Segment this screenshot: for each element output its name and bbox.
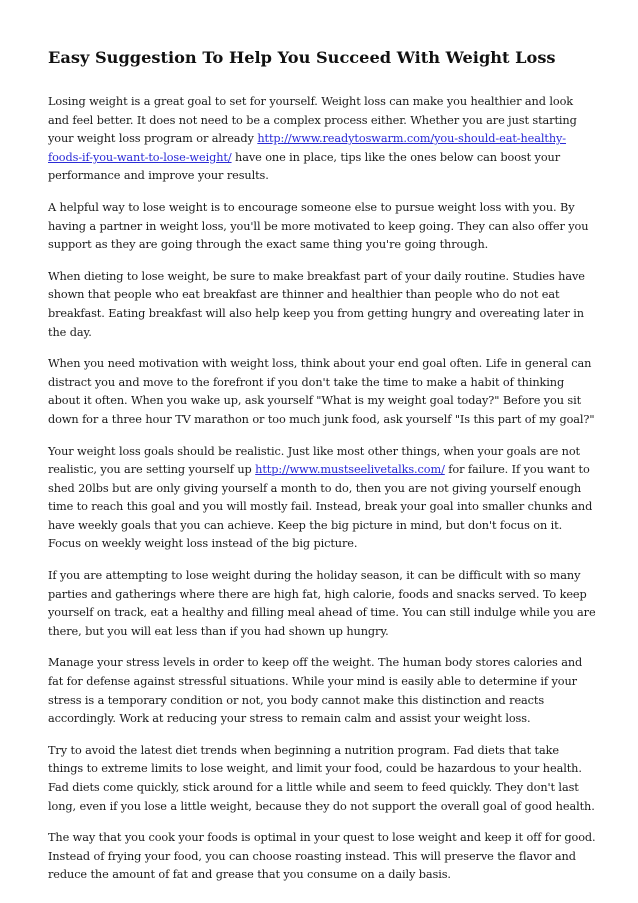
document-page (48, 48, 596, 898)
paragraph-stress: Manage your stress levels in order to keep off the weight. The human body stores calories and fat for defense against stressful situations. While your mind is easily able to determine if your stress is a temporary condition or not, you body cannot make this distinction and reacts accordingly. Work at reducing your stress to remain calm and assist your weight loss. (48, 656, 583, 726)
paragraph-text: Losing weight is a great goal to set for yourself. Weight loss can make you healthier and look and feel better. It does not need to be a complex process either. Whether you are just starting your weight loss program or already (48, 95, 577, 146)
paragraph-partner: A helpful way to lose weight is to encourage someone else to pursue weight loss with you. By having a partner in weight loss, you'll be more motivated to keep going. They can also offer you support as they are going through the exact same thing you're going through. (48, 200, 589, 252)
paragraph-holiday: If you are attempting to lose weight during the holiday season, it can be difficult with so many parties and gatherings where there are high fat, high calorie, foods and snacks served. To keep yourself on track, eat a healthy and filling meal ahead of time. You can still indulge while you are there, but you will eat less than if you had shown up hungry. (48, 569, 596, 638)
paragraph-breakfast: When dieting to lose weight, be sure to make breakfast part of your daily routine. Studies have shown that people who eat breakfast are thinner and healthier than people who do not eat breakfast. Eating breakfast will also help keep you from getting hungry and overeating later in the day. (48, 269, 585, 339)
paragraph-realistic-goals (48, 443, 596, 555)
readytoswarm-link[interactable]: http://www.readytoswarm.com/you-should-eat-healthy-foods-if-you-want-to-lose-weight/ (48, 132, 567, 164)
paragraph-text: for failure. If you want to shed 20lbs but are only giving yourself a month to do, then you are not giving yourself enough time to reach this goal and you will mostly fail. Instead, break your goal into smaller chunks and have weekly goals that you can achieve. Keep the big picture in mind, but don't focus on it. Focus on weekly weight loss instead of the big picture. (48, 463, 593, 551)
paragraph-intro (48, 93, 596, 186)
paragraph-motivation: When you need motivation with weight loss, think about your end goal often. Life in general can distract you and move to the forefront if you don't take the time to make a habit of thinking about it often. When you wake up, ask yourself "What is my weight goal today?" Before you sit down for a three hour TV marathon or too much junk food, ask yourself "Is this part of my goal?" (48, 357, 595, 426)
paragraph-text: have one in place, tips like the ones below can boost your performance and improve your results. (48, 150, 561, 183)
page-title: Easy Suggestion To Help You Succeed With Weight Loss (48, 48, 556, 67)
mustseelivetalks-link[interactable]: http://www.mustseelivetalks.com/ (255, 463, 445, 477)
paragraph-fad-diets: Try to avoid the latest diet trends when beginning a nutrition program. Fad diets that take things to extreme limits to lose weight, and limit your food, could be hazardous to your health. Fad diets come quickly, stick around for a little while and seem to feed quickly. They don't last long, even if you lose a little weight, because they do not support the overall goal of good health. (48, 743, 595, 813)
paragraph-cooking: The way that you cook your foods is optimal in your quest to lose weight and keep it off for good. Instead of frying your food, you can choose roasting instead. This will preserve the flavor and reduce the amount of fat and grease that you consume on a daily basis. (48, 831, 596, 882)
paragraph-text: Your weight loss goals should be realistic. Just like most other things, when your goals are not realistic, you are setting yourself up (48, 444, 580, 477)
